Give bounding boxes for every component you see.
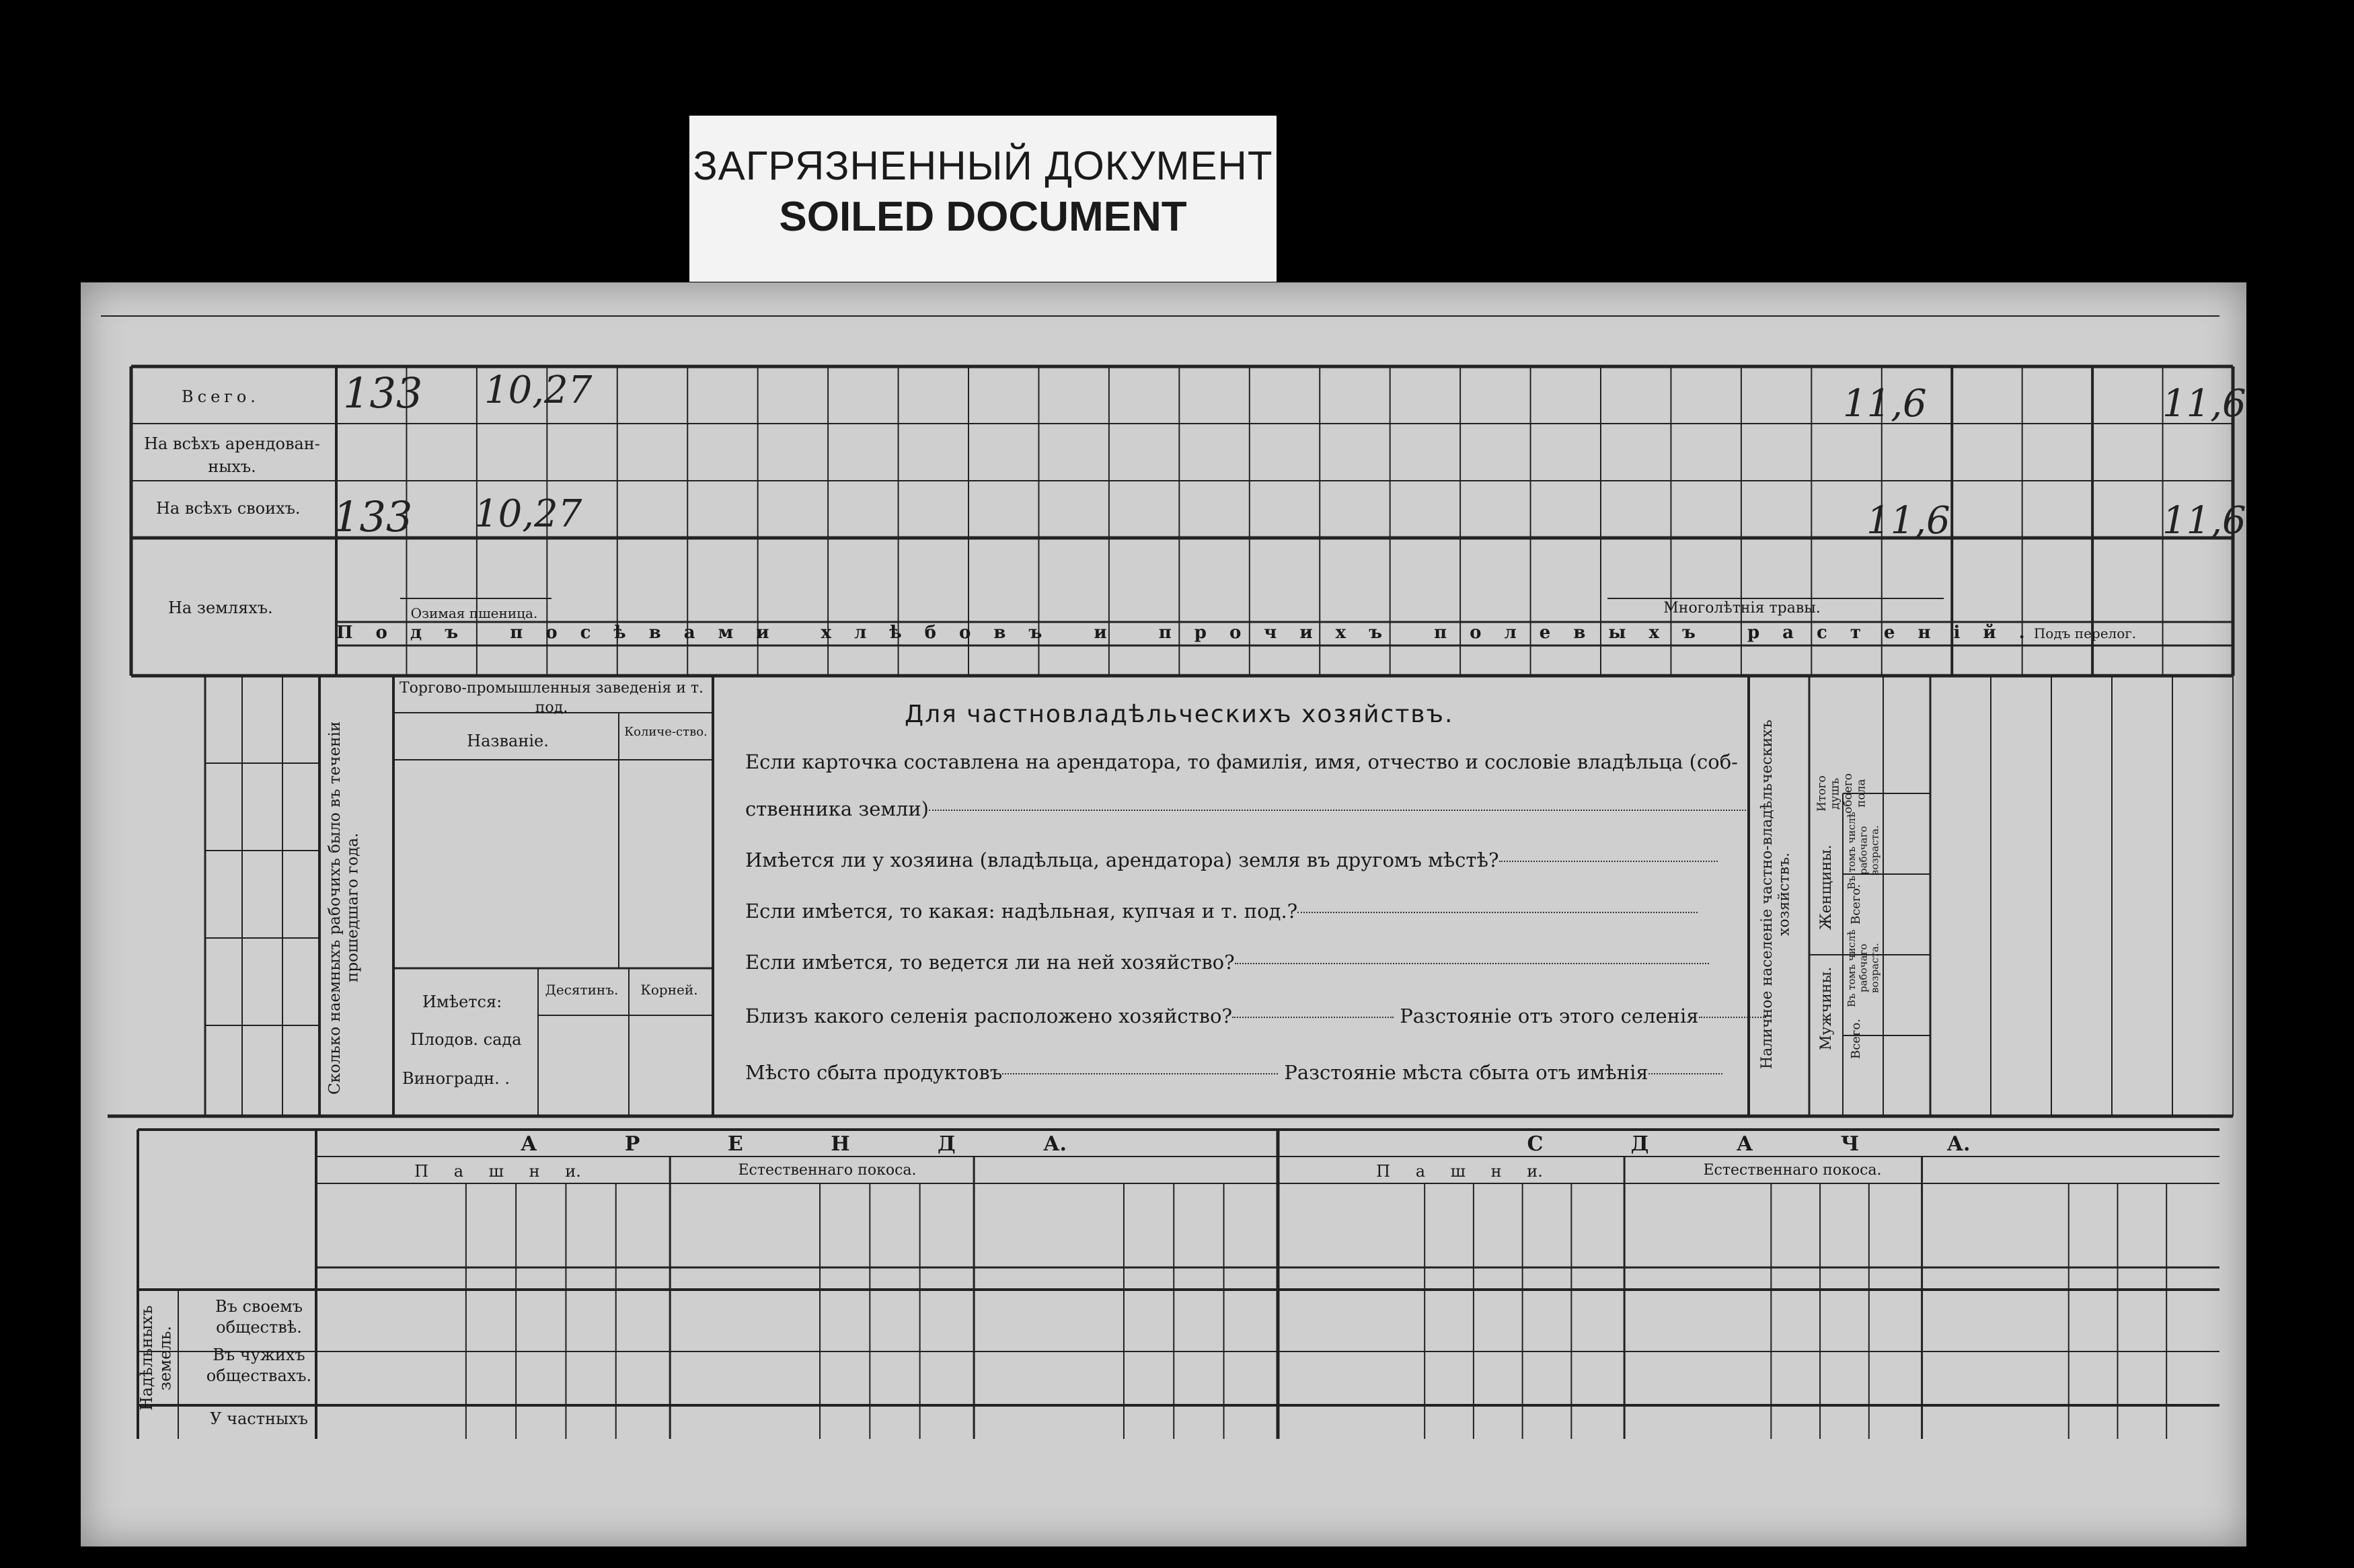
population-col-number [1903,793,1928,840]
crop-col-header [1394,541,1456,619]
population-col-number [1903,941,1928,988]
population-col-number [1903,1022,1928,1069]
lease-col-header [568,1187,613,1264]
has-label: Имѣется: [422,992,502,1011]
hw-col98-total: 11,6 [1843,382,1927,426]
hired-row-number [214,948,238,1015]
lease-col-header [2120,1187,2164,1264]
trade-title: Торгово-промышленныя заведенія и т. под. [399,680,704,716]
private-q5a-fill[interactable] [1232,1017,1394,1018]
population-col-number [1903,864,1928,911]
crop-col-header [551,541,613,619]
private-q2: Имѣется ли у хозяина (владѣльца, арендатора) земля въ другомъ мѣстѣ? [745,849,1499,871]
pop-right-header [2004,682,2038,777]
private-q6a: Мѣсто сбыта продуктовъ [745,1061,1003,1084]
trade-name-header: Названіе. [467,732,549,750]
pop-right-footer [1944,1009,1977,1103]
men-workers-age: Въ томъ числѣ рабочаго возраста. [1846,929,1881,1007]
hw-col79-total: 10,27 [484,368,593,412]
pop-right-footer [2004,1009,2038,1103]
lease-col-header [1127,1187,1171,1264]
private-q1b-fill[interactable] [929,810,1746,811]
crop-col-header [1042,541,1104,619]
crop-col-header [2026,541,2088,619]
lease-col-header [1574,1187,1622,1264]
sdacha-pokos: Естественнаго покоса. [1703,1162,1882,1179]
women-workers-age: Въ томъ числѣ рабочаго возраста. [1846,812,1881,890]
crop-col-header [2096,541,2158,619]
lease-col-header [1774,1187,1817,1264]
lease-col-header [823,1187,867,1264]
row-other-communities: Въ чужихъ обществахъ. [206,1345,312,1386]
orchards-label: Плодов. сада [410,1030,522,1049]
row-label-total: Всего. [182,387,260,406]
private-q4-fill[interactable] [1235,963,1709,964]
hired-row-number [214,1035,238,1103]
stamp-line-ru: ЗАГРЯЗНЕННЫЙ ДОКУМЕНТ [693,143,1273,188]
hired-row-label [251,773,278,840]
pop-right-header [2065,682,2098,777]
row-label-on-lands: На земляхъ. [168,598,273,617]
row-label-own: На всѣхъ своихъ. [156,499,301,518]
private-q6b-fill[interactable] [1648,1073,1722,1074]
hired-row-number [214,773,238,840]
arenda-title: А Р Е Н Д А. [521,1132,1067,1156]
population-title: Наличное населеніе частно-владѣльческихъ хозяйствъ. [1759,719,1793,1069]
crop-col-header [1183,541,1245,619]
hired-row-label [251,686,278,753]
lease-col-header [1227,1187,1275,1264]
hired-workers-title: Сколько наемныхъ рабочихъ было въ теченіи прошедшаго года. [326,721,362,1095]
private-q5b: Разстояніе отъ этого селенія [1400,1005,1699,1027]
crop-col-header [1113,541,1175,619]
pop-right-header [2186,682,2219,777]
itogo-dush-label: Итого душъ обоего пола [1815,773,1868,814]
row-own-community: Въ своемъ обществѣ. [215,1297,303,1337]
hw-col98-own: 11,6 [1866,499,1950,543]
pop-right-footer [2186,1009,2219,1103]
crops-group-title: Подъ посѣвами хлѣбовъ и прочихъ полевыхъ растеній. [336,623,2048,643]
lease-col-header [1823,1187,1866,1264]
lease-col-header [923,1187,971,1264]
crop-col-header [903,541,964,619]
crop-col-header [762,541,824,619]
hired-row-number [214,686,238,753]
hw-col77-own: 133 [333,492,413,541]
sdacha-pashni: П а ш н и. [1376,1162,1543,1181]
crop-col-header [1464,541,1526,619]
stamp-line-en: SOILED DOCUMENT [779,194,1187,240]
hw-col103-own: 11,6 [2162,499,2246,543]
hired-row-number [214,861,238,928]
trade-qty-header: Количе-ство. [624,725,708,739]
lease-col-header [619,1187,667,1264]
vineyards-label: Виноградн. . [402,1069,510,1088]
lease-col-header [2169,1187,2217,1264]
lease-col-header [1176,1187,1221,1264]
lease-col-header [469,1187,513,1264]
crop-col-header [832,541,894,619]
pop-right-footer [2125,1009,2159,1103]
crop-col-header [1886,541,1948,619]
subgroup-fallow: Подъ перелог. [2033,625,2137,641]
crop-col-header [621,541,683,619]
hired-row-label [251,1035,278,1103]
private-q5a: Близъ какого селенія расположено хозяйство? [745,1005,1233,1027]
hw-col77-total: 133 [343,368,423,418]
crop-col-header [691,541,753,619]
crop-col-header [2167,541,2229,619]
lease-col-header [1872,1187,1920,1264]
women-label: Женщины. [1818,845,1835,931]
lease-col-header [1427,1187,1471,1264]
pop-right-footer [2065,1009,2098,1103]
lease-col-header [872,1187,917,1264]
sdacha-title: С Д А Ч А. [1527,1132,1971,1156]
crop-col-header [1324,541,1385,619]
crop-col-header [973,541,1034,619]
population-col-number [1903,730,1928,777]
private-q4: Если имѣется, то ведется ли на ней хозяйство? [745,951,1235,974]
lease-col-header [1525,1187,1569,1264]
private-q1a: Если карточка составлена на арендатора, то фамилія, имя, отчество и сословіе владѣльца (соб- [745,750,1738,773]
subgroup-winter-wheat: Озимая пшеница. [410,605,538,621]
private-q2-fill[interactable] [1499,861,1718,862]
women-total-label: Всего. [1849,884,1863,925]
crop-col-header [1535,541,1597,619]
private-q3: Если имѣется, то какая: надѣльная, купчая и т. под.? [745,900,1298,923]
private-title: Для частновладѣльческихъ хозяйствъ. [905,701,1454,728]
crop-col-header [340,541,402,619]
men-total-label: Всего. [1849,1019,1863,1059]
desyatin-header: Десятинъ. [545,982,619,998]
subgroup-grasses: Многолѣтнія травы. [1663,600,1821,617]
private-q3-fill[interactable] [1297,912,1698,913]
arenda-pashni: П а ш н и. [414,1162,581,1181]
lease-col-header [519,1187,563,1264]
hw-col79-own: 10,27 [474,492,582,536]
row-label-leased: На всѣхъ арендован-ныхъ. [144,434,320,476]
korney-header: Корней. [640,982,698,998]
crop-col-header [1956,541,2018,619]
lease-col-header [1476,1187,1520,1264]
hw-col103-total: 11,6 [2162,382,2246,426]
crop-col-header [1254,541,1316,619]
row-private: У частныхъ [210,1409,308,1428]
private-q5b-fill[interactable] [1699,1017,1766,1018]
private-q1b: ственника земли) [745,797,929,820]
pop-right-header [2125,682,2159,777]
men-label: Мужчины. [1818,966,1835,1051]
nadel-land-label: Надѣльныхъ земель. [137,1305,175,1411]
private-q6a-fill[interactable] [1002,1073,1278,1074]
hired-row-label [251,948,278,1015]
arenda-pokos: Естественнаго покоса. [738,1162,917,1179]
pop-right-header [1944,682,1977,777]
lease-col-header [2072,1187,2115,1264]
private-q6b: Разстояніе мѣста сбыта отъ имѣнія [1284,1061,1648,1084]
hired-row-label [251,861,278,928]
